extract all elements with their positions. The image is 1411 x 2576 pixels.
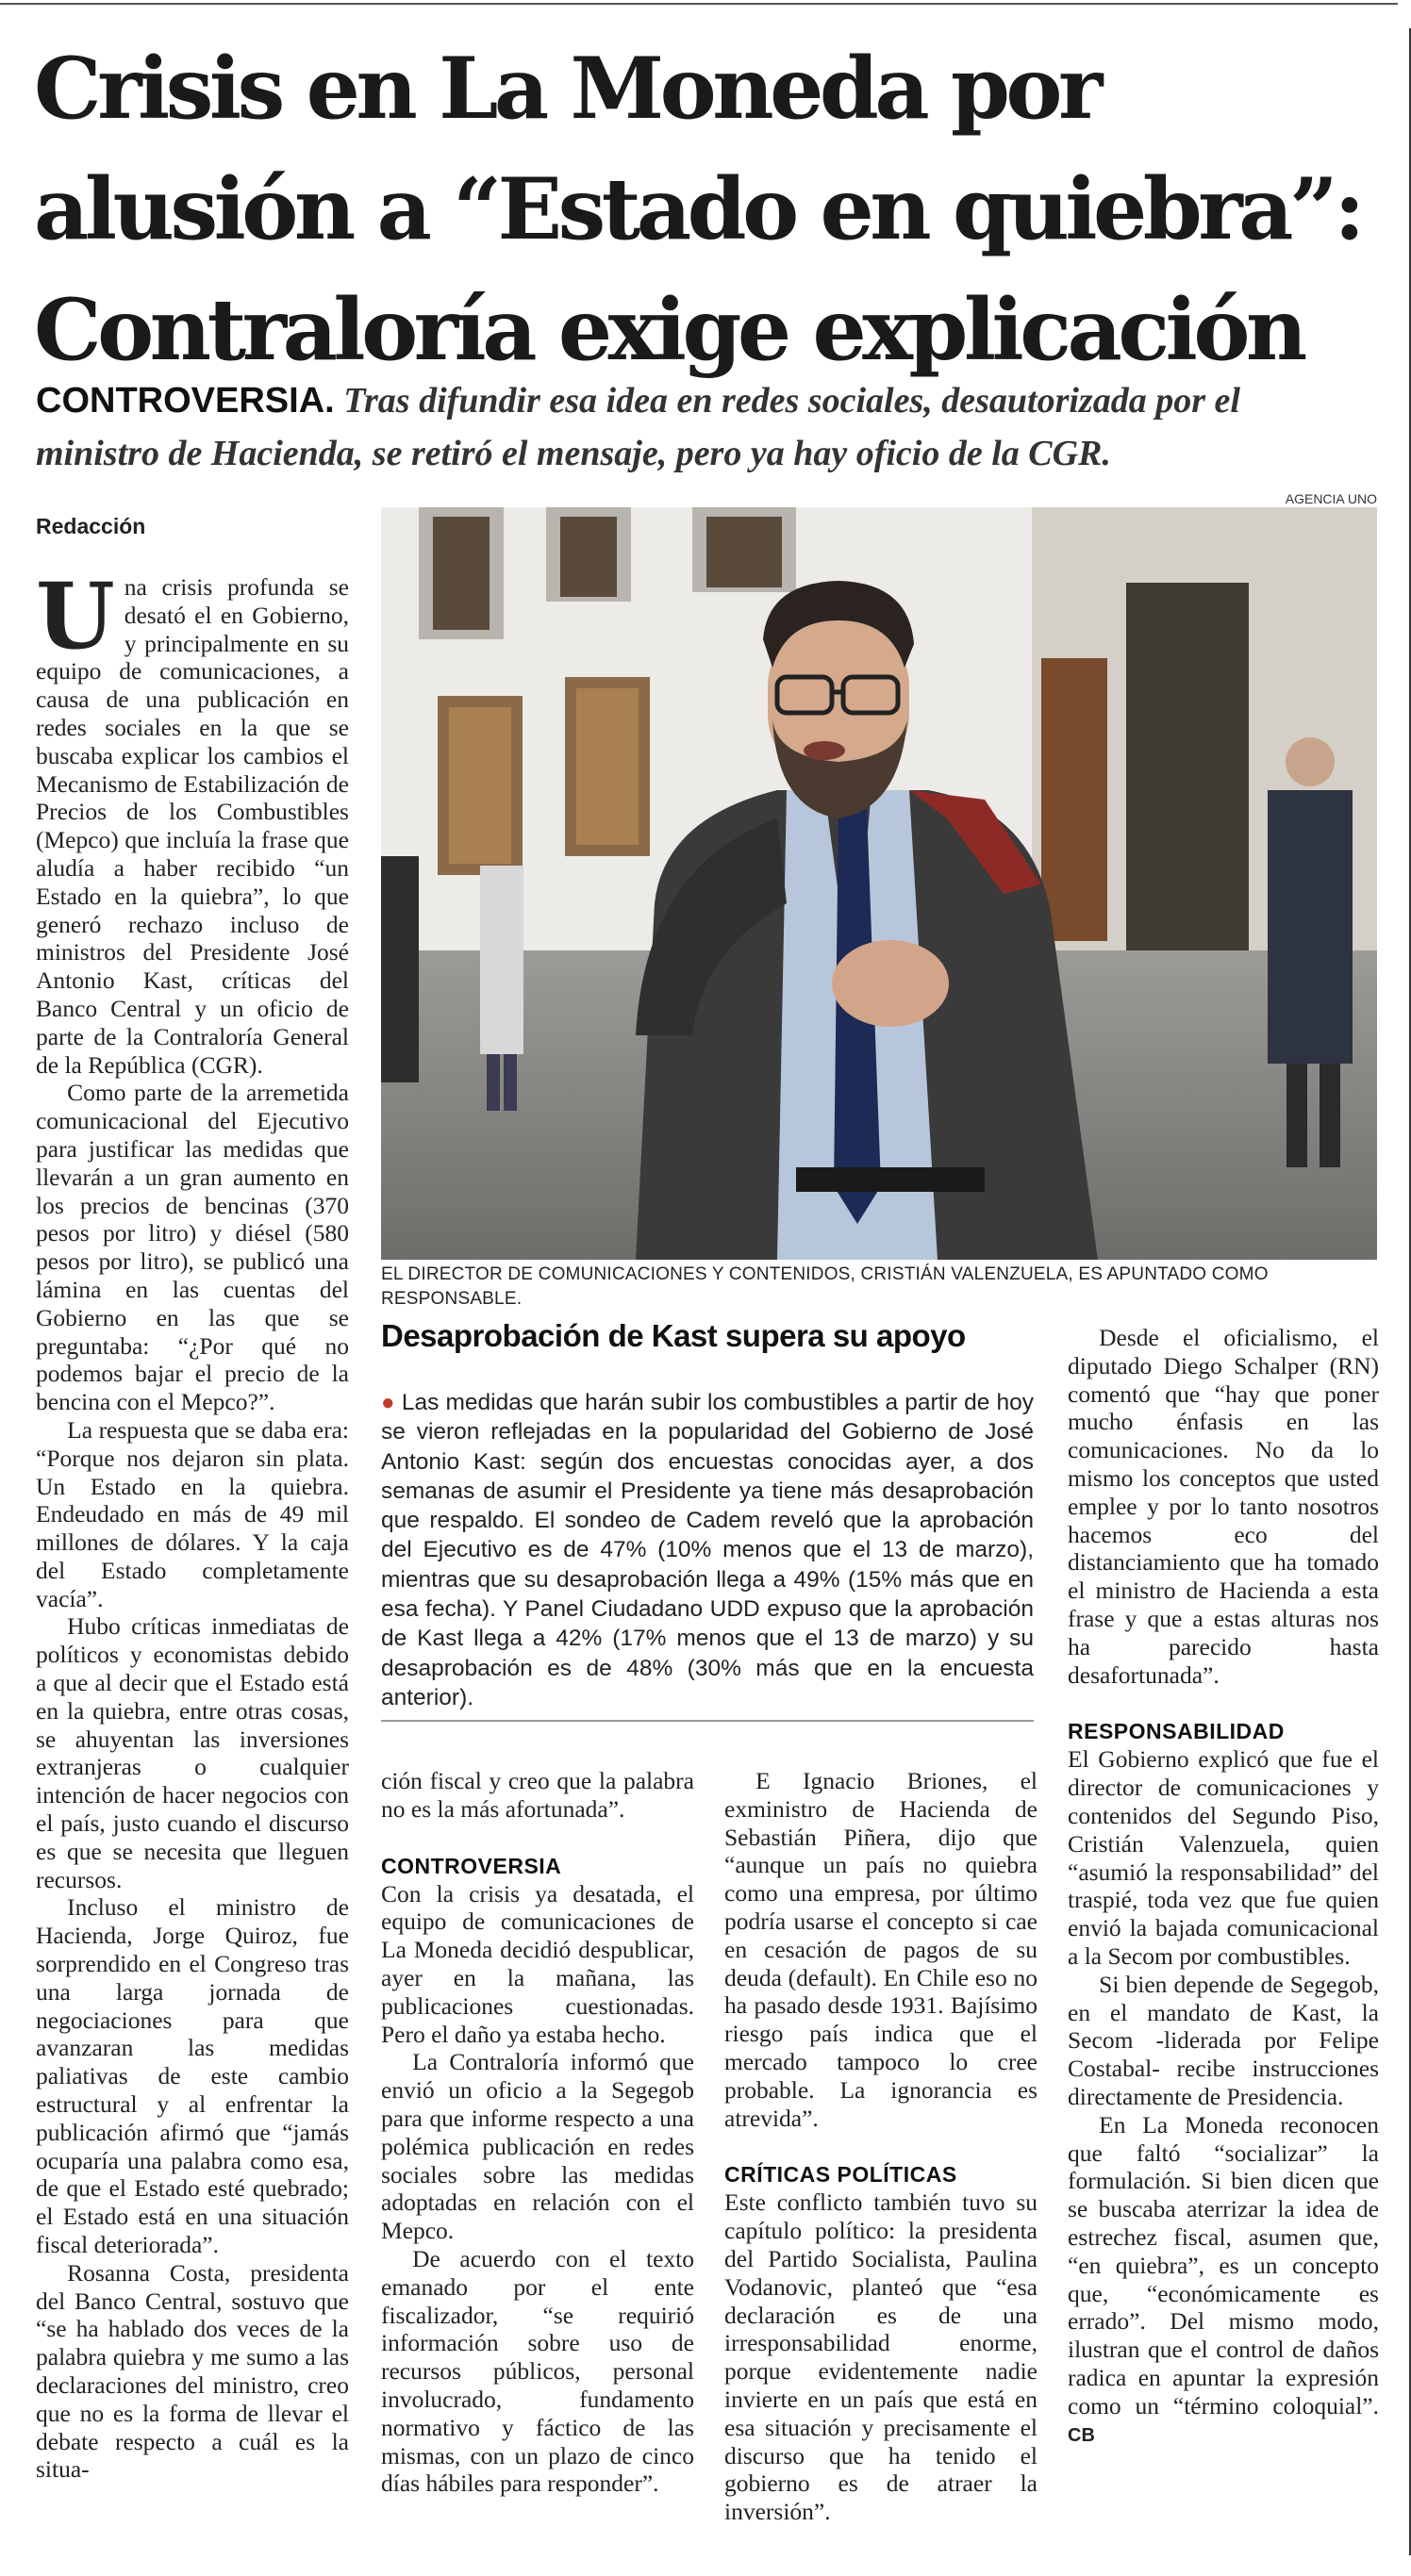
article-column-3 <box>724 1767 1038 2526</box>
article-column-2 <box>381 1767 694 2498</box>
paragraph: Si bien depende de Segegob, en el mandato de Kast, la Secom -liderada por Felipe Costabal- recibe instrucciones directamente de Presidencia. <box>1068 1970 1379 2110</box>
paragraph: ción fiscal y creo que la palabra no es la más afortunada”. <box>381 1767 694 1823</box>
sidebox-divider <box>381 1720 1034 1722</box>
photo-caption: EL DIRECTOR DE COMUNICACIONES Y CONTENIDOS, CRISTIÁN VALENZUELA, ES APUNTADO COMO RESPONSABLE. <box>381 1264 1269 1309</box>
paragraph: Desde el oficialismo, el diputado Diego Schalper (RN) comentó que “hay que poner mucho énfasis en las comunicaciones. No da lo mismo los conceptos que usted emplee y por lo tanto nosotros hacemos eco del distanciamiento que ha tomado el ministro de Hacienda a esta frase y que a estas alturas nos ha parecido hasta desafortunada”. <box>1068 1324 1379 1689</box>
paragraph: Incluso el ministro de Hacienda, Jorge Quiroz, fue sorprendido en el Congreso tras una larga jornada de negociaciones para que avanzaran las medidas paliativas de este cambio estructural y al enfrentar la publicación afirmó que “jamás ocuparía una palabra como esa, de que el Estado esté quebrado; el Estado está en una situación fiscal deteriorada”. <box>36 1893 349 2259</box>
paragraph: De acuerdo con el texto emanado por el ente fiscalizador, “se requirió información sobre uso de recursos públicos, personal involucrado, fundamento normativo y fáctico de las mismas, con un plazo de cinco días hábiles para responder”. <box>381 2244 694 2498</box>
photo-credit: AGENCIA UNO <box>1285 491 1377 506</box>
paragraph: Hubo críticas inmediatas de políticos y economistas debido a que al decir que el Estado está en la quiebra, entre otras cosas, se ahuyentan las inversiones extranjeras o cualquier intención de hacer negocios con el país, justo cuando el discurso es que se necesita que lleguen recursos. <box>36 1612 349 1893</box>
bullet-icon: ● <box>381 1390 395 1415</box>
end-mark: CB <box>1068 2425 1095 2447</box>
headline-line-3: Contraloría exige explicación <box>34 280 1303 380</box>
sidebox-text: ● Las medidas que harán subir los combustibles a partir de hoy se vieron reflejadas en la popularidad del Gobierno de José Antonio Kast: según dos encuestas conocidas ayer, a dos semanas de asumir el Presidente ya tiene más desaprobación que respaldo. El sondeo de Cadem reveló que la aprobación del Ejecutivo es de 47% (10% menos que el 13 de marzo), mientras que su desaprobación llega a 49% (15% más que en esa fecha). Y Panel Ciudadano UDD expuso que la aprobación de Kast llega a 42% (17% menos que el 13 de marzo) y su desaprobación es de 48% (30% más que en la encuesta anterior). <box>381 1390 1034 1710</box>
headline <box>34 28 1373 390</box>
paragraph: E Ignacio Briones, el exministro de Hacienda de Sebastián Piñera, dijo que “aunque un país no quiebra como una empresa, por último podría usarse el concepto si cae en cesación de pagos de su deuda (default). En Chile eso no ha pasado desde 1931. Bajísimo riesgo país indica que el mercado tampoco lo cree probable. La ignorancia es atrevida”. <box>724 1767 1038 2132</box>
headline-line-1: Crisis en La Moneda por <box>34 39 1099 139</box>
sidebox-title: Desaprobación de Kast supera su apoyo <box>381 1318 966 1353</box>
paragraph: Con la crisis ya desatada, el equipo de comunicaciones de La Moneda decidió despublicar, ayer en la mañana, las publicaciones cuestionadas. Pero el daño ya estaba hecho. <box>381 1879 694 2048</box>
article-photo <box>381 507 1377 1260</box>
paragraph: Una crisis profunda se desató el en Gobierno, y principalmente en su equipo de comunicaciones, a causa de una publicación en redes sociales en la que se buscaba explicar los cambios el Mecanismo de Estabilización de Precios de los Combustibles (Mepco) que incluía la frase que aludía a haber recibido “un Estado en la quiebra”, lo que generó rechazo incluso de ministros del Presidente José Antonio Kast, críticas del Banco Central y un oficio de parte de la Contraloría General de la República (CGR). <box>36 563 349 1079</box>
top-rule <box>0 3 1398 5</box>
article-column-4 <box>1068 1324 1379 2451</box>
paragraph: Este conflicto también tuvo su capítulo político: la presidenta del Partido Socialista, Paulina Vodanovic, planteó que “esa declaración es de una irresponsabilidad enorme, porque evidentemente nadie invierte en un país que está en esa situación y precisamente el discurso que ha tenido el gobierno es de atraer la inversión”. <box>724 2188 1038 2526</box>
paragraph: La respuesta que se daba era: “Porque nos dejaron sin plata. Un Estado en la quiebra. Endeudado en más de 49 mil millones de dólares. Y la caja del Estado completamente vacía”. <box>36 1415 349 1612</box>
lead-text: Tras difundir esa idea en redes sociales, desautorizada por el ministro de Hacienda, se retiró el mensaje, pero ya hay oficio de la CGR. <box>36 381 1240 473</box>
paragraph: En La Moneda reconocen que faltó “socializar” la formulación. Si bien dicen que se buscaba aterrizar la idea de estrechez fiscal, asumen que, “en quiebra”, es un concepto que, “económicamente es errado”. Del mismo modo, ilustran que el control de daños radica en apuntar la expresión como un “término coloquial”. CB <box>1068 2110 1379 2447</box>
headline-line-2: alusión a “Estado en quiebra”: <box>34 159 1361 259</box>
drop-cap: U <box>36 563 115 669</box>
subhead-responsabilidad: RESPONSABILIDAD <box>1068 1719 1285 1744</box>
lead-kicker: CONTROVERSIA. <box>36 381 335 421</box>
lead-paragraph <box>36 374 1366 480</box>
paragraph: Como parte de la arremetida comunicacional del Ejecutivo para justificar las medidas que llevarán a un gran aumento en los precios de bencinas (370 pesos por litro) y diésel (580 pesos por litro), se publicó una lámina en las cuentas del Gobierno en las que se preguntaba: “¿Por qué no podemos bajar el precio de la bencina con el Mepco?”. <box>36 1079 349 1416</box>
article-column-1 <box>36 563 349 2484</box>
paragraph: La Contraloría informó que envió un oficio a la Segegob para que informe respecto a una polémica publicación en redes sociales sobre las medidas adoptadas en relación con el Mepco. <box>381 2048 694 2245</box>
byline: Redacción <box>36 514 146 538</box>
subhead-controversia: CONTROVERSIA <box>381 1853 562 1878</box>
paragraph: El Gobierno explicó que fue el director de comunicaciones y contenidos del Segundo Piso, Cristián Valenzuela, quien “asumió la responsabilidad” del traspié, toda vez que fue quien envió la bajada comunicacional a la Secom por combustibles. <box>1068 1745 1379 1970</box>
paragraph: Rosanna Costa, presidenta del Banco Central, sostuvo que “se ha hablado dos veces de la palabra quiebra y me sumo a las declaraciones del ministro, creo que no es la forma de llevar el debate respecto a cuál es la situa- <box>36 2258 349 2484</box>
subhead-criticas-politicas: CRÍTICAS POLÍTICAS <box>724 2162 957 2188</box>
